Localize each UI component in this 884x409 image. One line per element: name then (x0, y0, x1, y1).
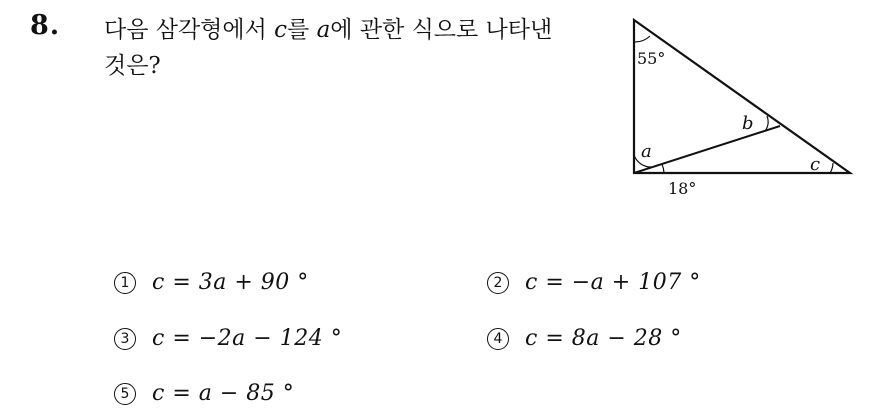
answer-choice-1[interactable] (114, 270, 309, 295)
question-text-line2: 것은? (104, 53, 161, 79)
angle-arc-c (830, 163, 833, 173)
triangle-outline (634, 20, 850, 173)
question-text-part3: 에 관한 식으로 나타낸 (330, 17, 553, 43)
label-angle-top: 55° (637, 49, 666, 68)
variable-c: c (274, 17, 288, 43)
angle-arc-top (634, 36, 650, 42)
choice-number-2: 2 (487, 272, 509, 294)
question-text-part2: 를 (287, 17, 317, 43)
question-text (104, 12, 604, 84)
answer-choice-2[interactable] (487, 270, 701, 295)
choice-expression-4: c = 8a − 28 ° (525, 326, 682, 351)
variable-a: a (316, 17, 331, 43)
angle-arc-18 (662, 164, 664, 173)
answer-choice-5[interactable] (114, 381, 294, 406)
choice-expression-3: c = −2a − 124 ° (152, 326, 343, 351)
triangle-figure (626, 12, 856, 200)
label-angle-b: b (742, 113, 754, 134)
label-angle-c: c (810, 154, 821, 175)
angle-arc-b (765, 116, 768, 131)
label-angle-bottom: 18° (668, 179, 697, 198)
internal-segment (634, 126, 780, 173)
choice-number-1: 1 (114, 272, 136, 294)
choice-number-4: 4 (487, 328, 509, 350)
choice-number-3: 3 (114, 328, 136, 350)
choice-expression-1: c = 3a + 90 ° (152, 270, 309, 295)
choice-expression-5: c = a − 85 ° (152, 381, 295, 406)
label-angle-a: a (641, 141, 652, 162)
triangle-diagram (626, 12, 856, 200)
answer-choice-3[interactable] (114, 326, 342, 351)
choice-expression-2: c = −a + 107 ° (525, 270, 701, 295)
question-number: 8. (30, 10, 61, 41)
answer-choice-4[interactable] (487, 326, 682, 351)
question-text-part1: 다음 삼각형에서 (104, 17, 275, 43)
choice-number-5: 5 (114, 383, 136, 405)
